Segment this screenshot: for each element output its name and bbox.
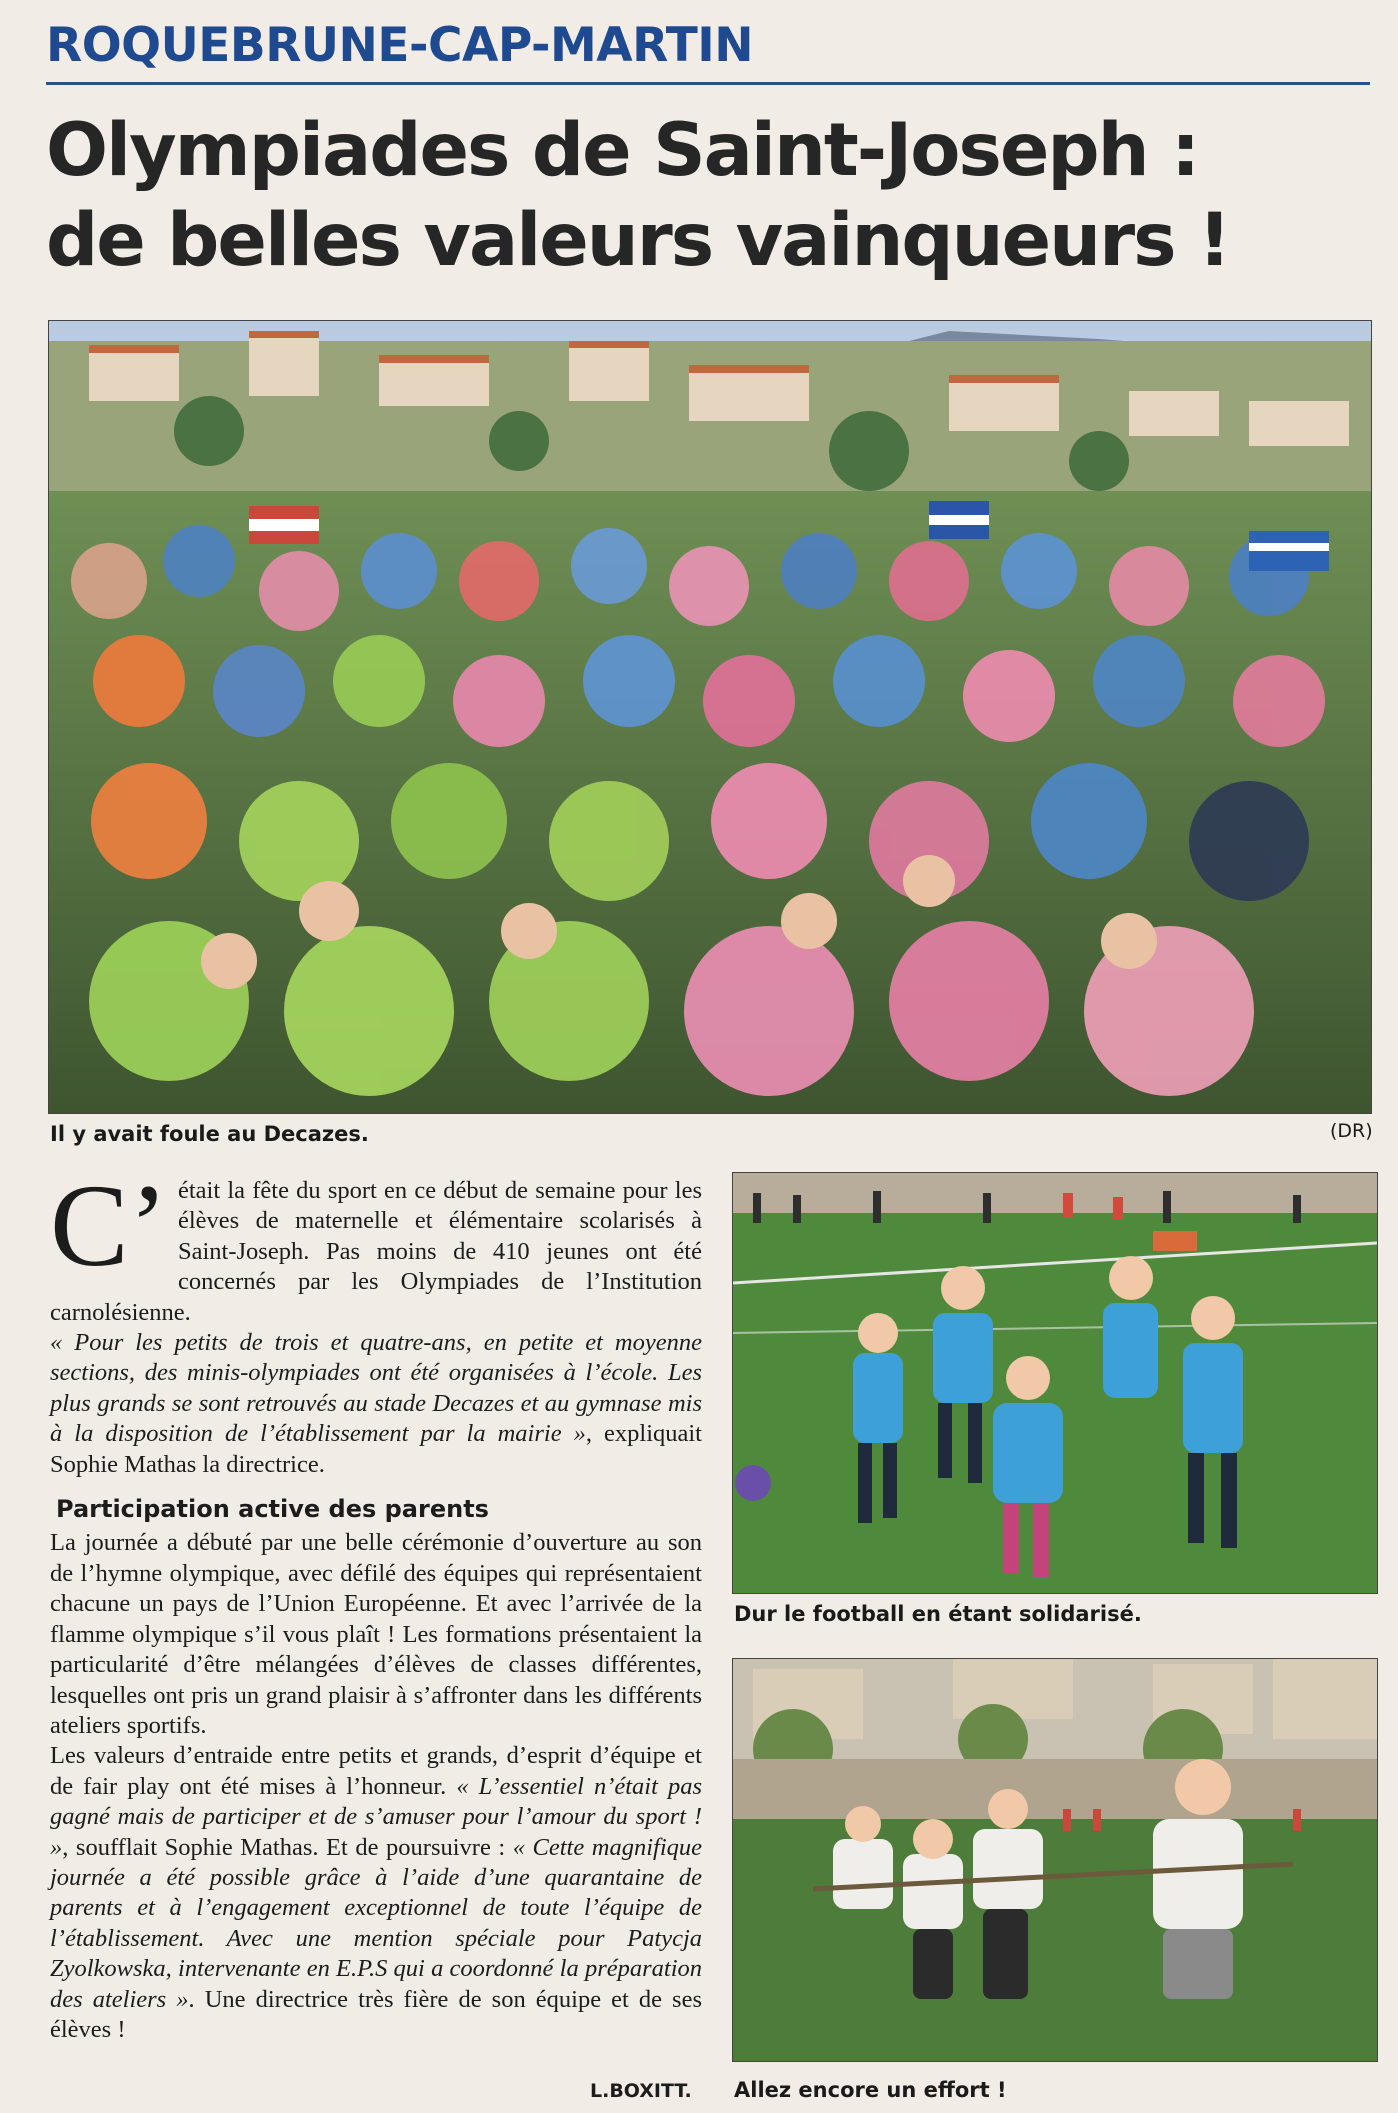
article-quote-2: « L’essentiel n’était pas gagné mais de participer et de s’amuser pour l’amour du sport ! » (50, 1772, 702, 1861)
tug-photo-caption: Allez encore un effort ! (734, 2078, 1007, 2102)
football-photo-caption: Dur le football en étant solidarisé. (734, 1602, 1142, 1626)
football-photo (732, 1172, 1378, 1594)
football-image (733, 1173, 1377, 1593)
article-paragraph-3-mid: , soufflait Sophie Mathas. Et de poursuivre : (62, 1833, 513, 1861)
section-rule (46, 82, 1370, 85)
headline-line-1: Olympiades de Saint-Joseph : (46, 108, 1199, 193)
article-quote-3: « Cette magnifique journée a été possible grâce à l’aide d’une quarantaine de parents et à l’engagement exceptionnel de toute l’équipe de l’établissement. Avec une mention spéciale pour Patycja Zyolkowska, intervenante en E.P.S qui a coordonné la préparation des ateliers » (50, 1833, 702, 2013)
article-paragraph-3-start: Les valeurs d’entraide entre petits et grands, d’esprit d’équipe et de fair play ont été mises à l’honneur. (50, 1742, 702, 1800)
article-quote-1-after: , expliquait Sophie Mathas la directrice. (50, 1420, 702, 1478)
headline (46, 106, 1376, 286)
article-paragraph-3-end: . Une directrice très fière de son équipe et de ses élèves ! (50, 1985, 702, 2043)
article-subhead: Participation active des parents (56, 1495, 489, 1524)
article-body (50, 1160, 702, 2045)
main-photo-caption: Il y avait foule au Decazes. (50, 1122, 369, 1146)
article-paragraph-3 (50, 1741, 702, 2045)
main-photo (48, 320, 1372, 1114)
main-photo-credit: (DR) (1330, 1120, 1373, 1142)
tug-of-war-image (733, 1659, 1377, 2061)
article-signature: L.BOXITT. (590, 2080, 692, 2102)
article-quote-paragraph (50, 1328, 702, 1480)
article-paragraph-2: La journée a débuté par une belle cérémonie d’ouverture au son de l’hymne olympique, avec défilé des équipes qui représentaient chacune un pays de l’Union Européenne. Et avec l’arrivée de la flamme olympique s’il vous plaît ! Les formations présentaient la particularité d’être mélangées d’élèves de classes différentes, lesquelles ont pris un grand plaisir à s’affronter dans les différents ateliers sportifs. (50, 1529, 702, 1739)
article-intro: C’était la fête du sport en ce début de semaine pour les élèves de maternelle et élémentaire scolarisés à Saint-Joseph. Pas moins de 410 jeunes ont été concernés par les Olympiades de l’Institution carnolésienne. (50, 1160, 702, 1326)
tug-photo (732, 1658, 1378, 2062)
article-quote-1: « Pour les petits de trois et quatre-ans, en petite et moyenne sections, des minis-olympiades ont été organisées à l’école. Les plus grands se sont retrouvés au stade Decazes et au gymnase mis à la disposition de l’établissement par la mairie » (50, 1329, 702, 1448)
crowd-image (49, 321, 1371, 1113)
section-label: ROQUEBRUNE-CAP-MARTIN (46, 18, 754, 73)
headline-line-2: de belles valeurs vainqueurs ! (46, 198, 1230, 283)
